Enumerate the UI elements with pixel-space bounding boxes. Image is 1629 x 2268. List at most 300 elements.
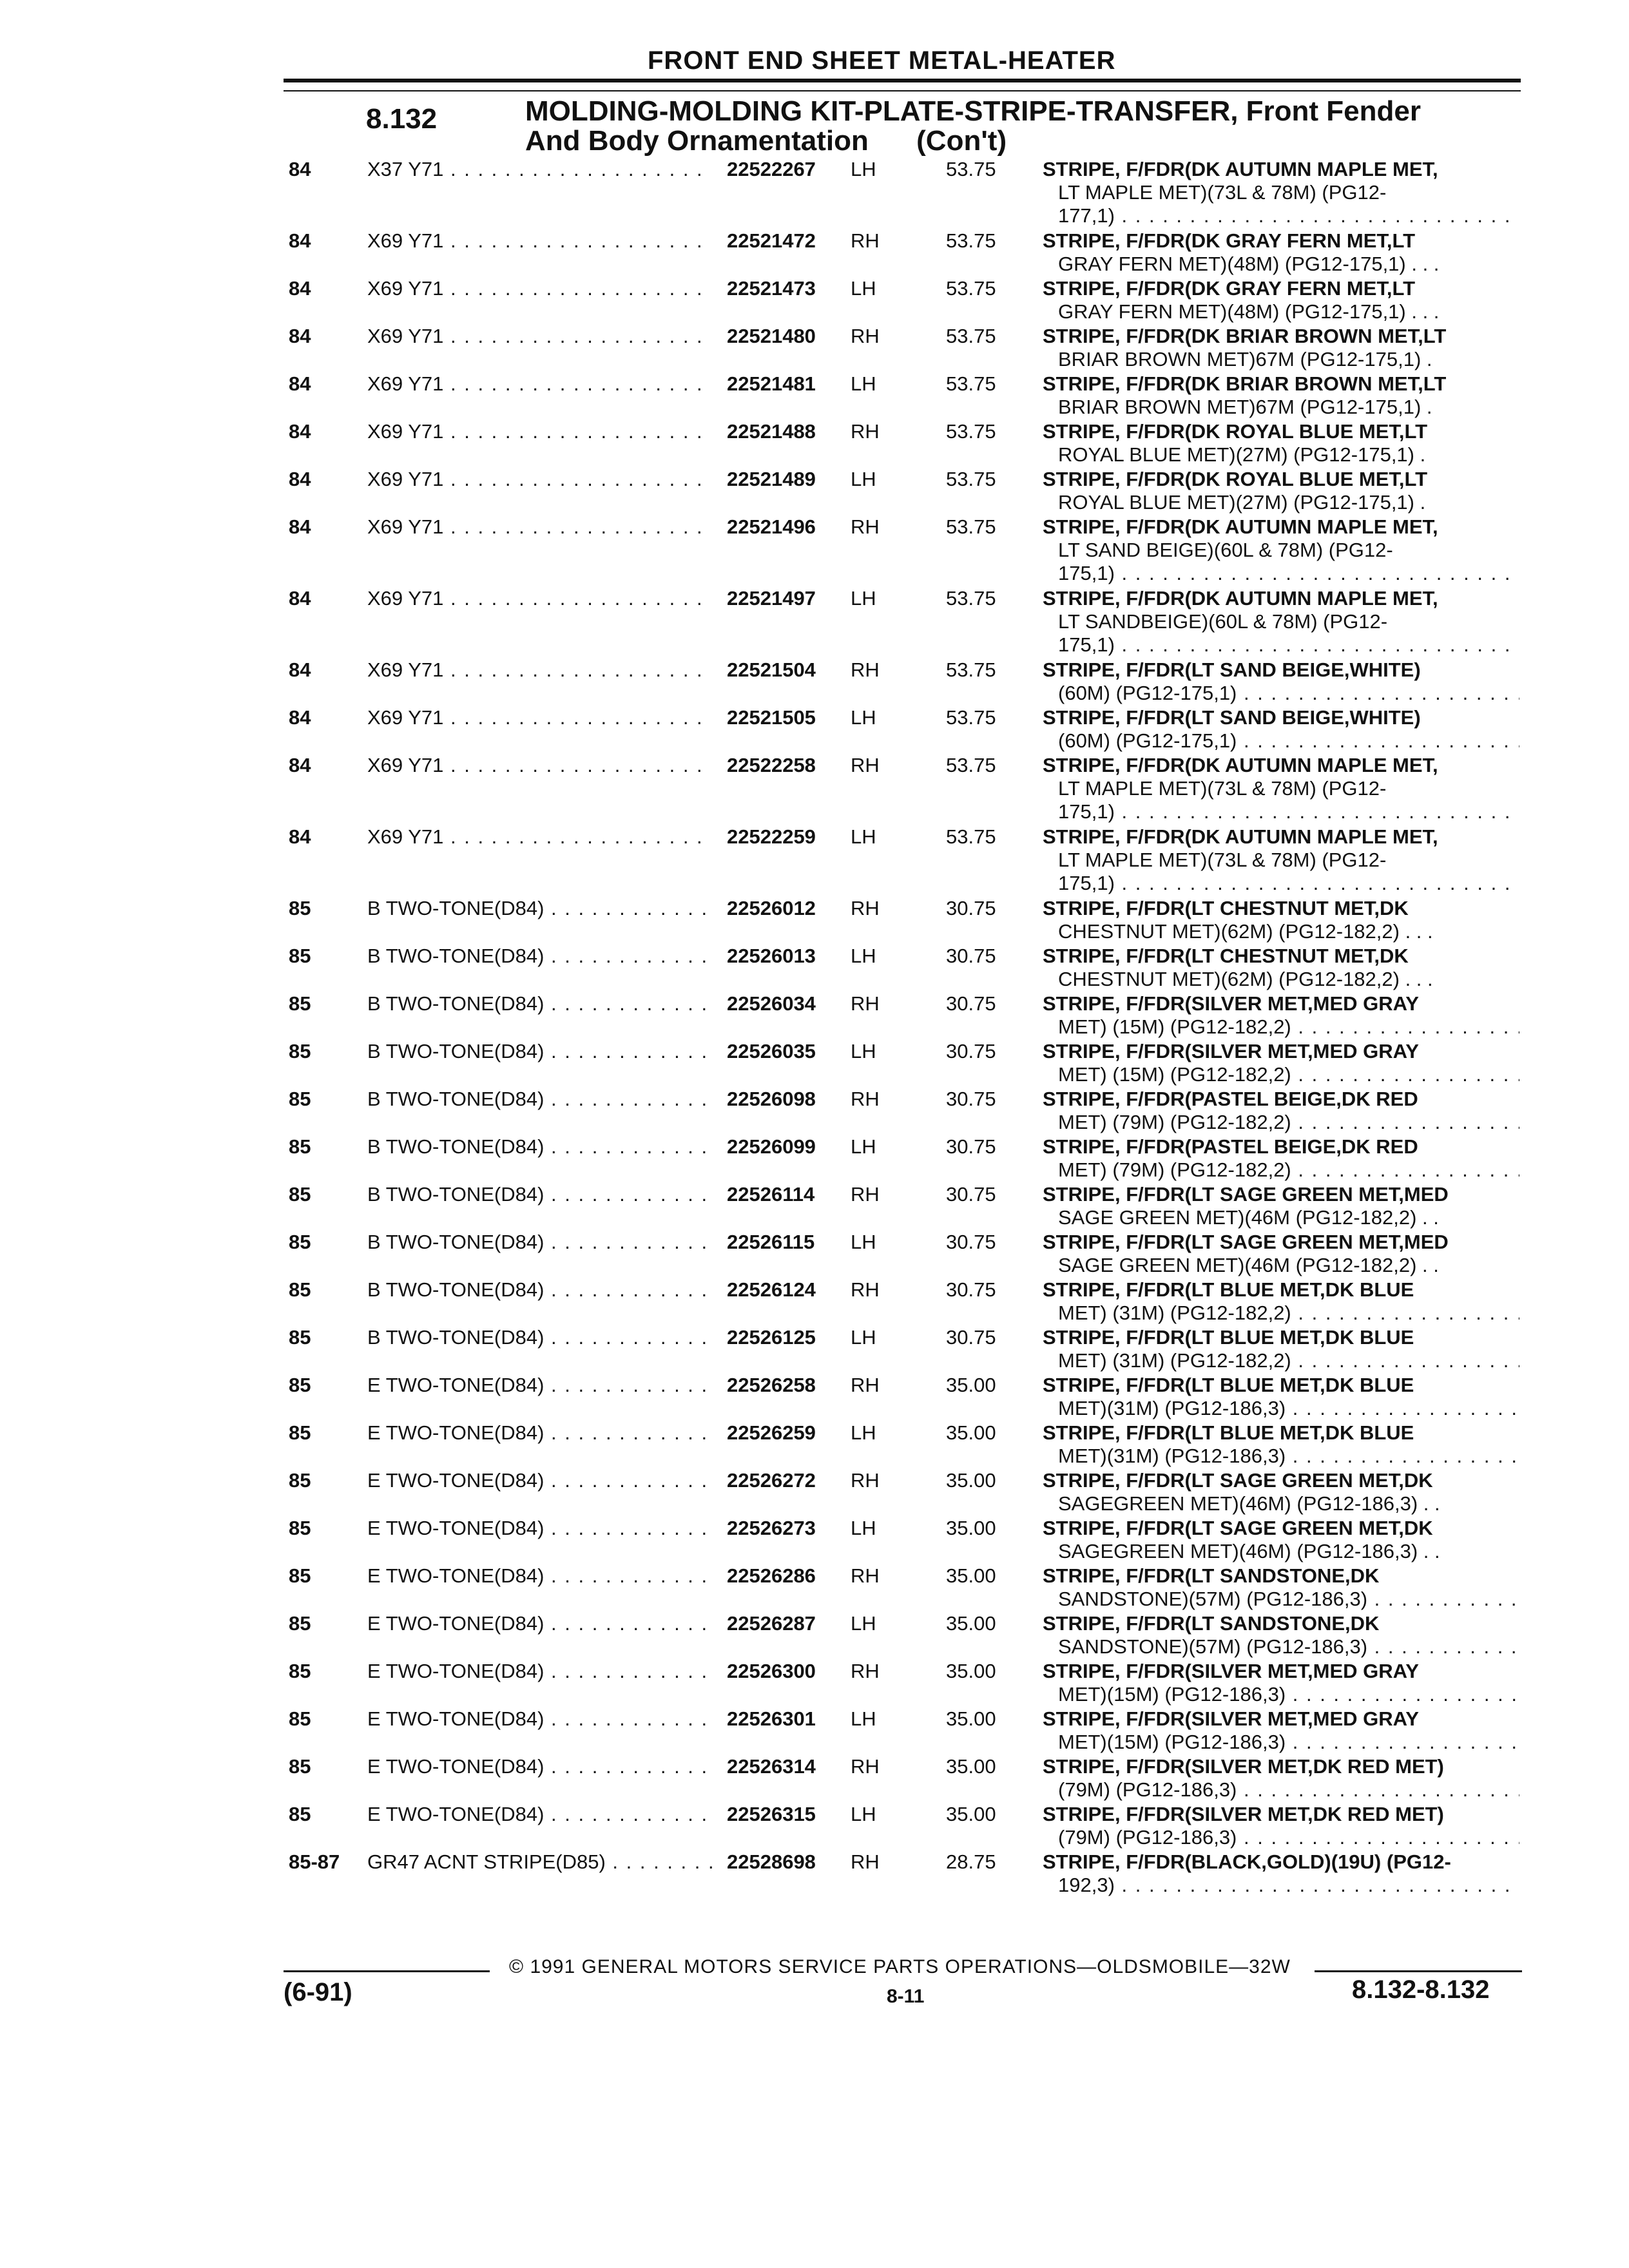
row-side: LH xyxy=(851,706,876,729)
row-model-code: E TWO-TONE(D84) . . . xyxy=(367,1517,712,1540)
parts-row xyxy=(0,587,1629,658)
row-part-number: 22521497 xyxy=(723,587,816,610)
description-first-line: STRIPE, F/FDR(PASTEL BEIGE,DK RED xyxy=(1043,1088,1418,1110)
description-line: GRAY FERN MET)(48M) (PG12-175,1) . . . xyxy=(1058,300,1440,323)
parts-row xyxy=(0,706,1629,754)
row-side: RH xyxy=(851,1564,880,1587)
row-price: 53.75 xyxy=(946,754,996,776)
row-side: LH xyxy=(851,1803,876,1825)
row-description xyxy=(1043,229,1519,276)
description-first-line: STRIPE, F/FDR(LT SAGE GREEN MET,MED xyxy=(1043,1183,1449,1206)
row-description xyxy=(1043,1707,1519,1754)
row-year: 85 xyxy=(289,1088,311,1110)
row-year: 84 xyxy=(289,468,311,490)
parts-row xyxy=(0,1469,1629,1517)
description-line: (79M) (PG12-186,3) . . . xyxy=(1043,1778,1519,1802)
row-description xyxy=(1043,1231,1519,1277)
row-side: LH xyxy=(851,825,876,848)
row-side: RH xyxy=(851,658,880,681)
row-description xyxy=(1043,587,1519,657)
row-model-code: X69 Y71 . . . xyxy=(367,468,712,491)
row-price: 53.75 xyxy=(946,229,996,252)
row-year: 85 xyxy=(289,1803,311,1825)
row-part-number: 22526099 xyxy=(723,1135,816,1158)
row-price: 30.75 xyxy=(946,1040,996,1062)
parts-row xyxy=(0,1040,1629,1088)
row-year: 85 xyxy=(289,1421,311,1444)
row-description xyxy=(1043,754,1519,823)
row-model-code: E TWO-TONE(D84) . . . xyxy=(367,1660,712,1683)
row-side: RH xyxy=(851,420,880,443)
row-year: 85 xyxy=(289,1707,311,1730)
description-first-line: STRIPE, F/FDR(LT CHESTNUT MET,DK xyxy=(1043,945,1409,967)
description-first-line: STRIPE, F/FDR(PASTEL BEIGE,DK RED xyxy=(1043,1135,1418,1158)
page-title: FRONT END SHEET METAL-HEATER xyxy=(648,46,1116,75)
row-side: LH xyxy=(851,468,876,490)
row-model-code: B TWO-TONE(D84) . . . xyxy=(367,1278,712,1302)
description-line: BRIAR BROWN MET)67M (PG12-175,1) . xyxy=(1058,348,1432,370)
description-first-line: STRIPE, F/FDR(SILVER MET,DK RED MET) xyxy=(1043,1755,1444,1778)
description-line: GRAY FERN MET)(48M) (PG12-175,1) . . . xyxy=(1058,253,1440,275)
description-line: 175,1) . . . xyxy=(1043,872,1519,895)
description-first-line: STRIPE, F/FDR(DK BRIAR BROWN MET,LT xyxy=(1043,372,1447,395)
row-year: 85 xyxy=(289,945,311,967)
description-line: MET)(15M) (PG12-186,3) . . . xyxy=(1043,1731,1519,1754)
row-description xyxy=(1043,706,1519,753)
row-price: 30.75 xyxy=(946,897,996,919)
row-part-number: 22526124 xyxy=(723,1278,816,1302)
row-description xyxy=(1043,1564,1519,1611)
row-side: RH xyxy=(851,754,880,776)
row-side: RH xyxy=(851,325,880,347)
row-model-code: B TWO-TONE(D84) . . . xyxy=(367,945,712,968)
row-year: 84 xyxy=(289,587,311,610)
row-description xyxy=(1043,1612,1519,1658)
row-part-number: 22526314 xyxy=(723,1755,816,1778)
row-year: 84 xyxy=(289,706,311,729)
row-part-number: 22526114 xyxy=(723,1183,815,1206)
row-part-number: 22521488 xyxy=(723,420,816,443)
row-description xyxy=(1043,325,1519,371)
row-side: LH xyxy=(851,277,876,300)
row-side: LH xyxy=(851,1612,876,1635)
row-year: 85 xyxy=(289,897,311,919)
row-part-number: 22526125 xyxy=(723,1326,816,1349)
row-year: 85 xyxy=(289,1135,311,1158)
footer-date: (6-91) xyxy=(284,1978,352,2006)
row-model-code: B TWO-TONE(D84) . . . xyxy=(367,1183,712,1206)
description-line: CHESTNUT MET)(62M) (PG12-182,2) . . . xyxy=(1058,920,1433,943)
row-description xyxy=(1043,1135,1519,1182)
row-model-code: E TWO-TONE(D84) . . . xyxy=(367,1612,712,1635)
footer-copyright: © 1991 GENERAL MOTORS SERVICE PARTS OPERATIONS—OLDSMOBILE—32W xyxy=(509,1956,1291,1977)
parts-row xyxy=(0,325,1629,372)
description-first-line: STRIPE, F/FDR(LT CHESTNUT MET,DK xyxy=(1043,897,1409,919)
row-model-code: X69 Y71 . . . xyxy=(367,372,712,396)
description-first-line: STRIPE, F/FDR(LT SAND BEIGE,WHITE) xyxy=(1043,706,1421,729)
parts-row xyxy=(0,1278,1629,1326)
row-part-number: 22526272 xyxy=(723,1469,816,1492)
parts-row xyxy=(0,1803,1629,1850)
row-side: LH xyxy=(851,1326,876,1349)
description-line: 177,1) . . . xyxy=(1043,204,1519,227)
row-description xyxy=(1043,825,1519,895)
row-price: 53.75 xyxy=(946,325,996,347)
row-year: 85-87 xyxy=(289,1850,340,1873)
parts-row xyxy=(0,897,1629,945)
row-part-number: 22526258 xyxy=(723,1374,816,1397)
row-part-number: 22526098 xyxy=(723,1088,816,1111)
row-model-code: X69 Y71 . . . xyxy=(367,277,712,300)
description-first-line: STRIPE, F/FDR(SILVER MET,DK RED MET) xyxy=(1043,1803,1444,1825)
description-line: SANDSTONE)(57M) (PG12-186,3) . . . xyxy=(1043,1588,1519,1611)
row-price: 53.75 xyxy=(946,158,996,180)
row-model-code: E TWO-TONE(D84) . . . xyxy=(367,1707,712,1731)
description-first-line: STRIPE, F/FDR(DK GRAY FERN MET,LT xyxy=(1043,277,1416,300)
description-line: MET)(31M) (PG12-186,3) . . . xyxy=(1043,1445,1519,1468)
row-model-code: X37 Y71 . . . xyxy=(367,158,712,181)
section-title-line1: MOLDING-MOLDING KIT-PLATE-STRIPE-TRANSFER, Front Fender xyxy=(525,95,1421,127)
description-first-line: STRIPE, F/FDR(DK AUTUMN MAPLE MET, xyxy=(1043,825,1438,848)
row-year: 85 xyxy=(289,1374,311,1396)
description-first-line: STRIPE, F/FDR(SILVER MET,MED GRAY xyxy=(1043,1707,1419,1730)
row-side: LH xyxy=(851,1517,876,1539)
row-model-code: B TWO-TONE(D84) . . . xyxy=(367,1040,712,1063)
description-line: MET) (15M) (PG12-182,2) . . . xyxy=(1043,1063,1519,1086)
row-year: 85 xyxy=(289,1469,311,1492)
row-part-number: 22521480 xyxy=(723,325,816,348)
description-first-line: STRIPE, F/FDR(DK AUTUMN MAPLE MET, xyxy=(1043,515,1438,538)
parts-row xyxy=(0,515,1629,587)
parts-row xyxy=(0,158,1629,229)
row-model-code: X69 Y71 . . . xyxy=(367,658,712,682)
row-model-code: E TWO-TONE(D84) . . . xyxy=(367,1374,712,1397)
description-line: SAGEGREEN MET)(46M) (PG12-186,3) . . xyxy=(1058,1492,1440,1515)
row-description xyxy=(1043,1374,1519,1420)
row-part-number: 22526115 xyxy=(723,1231,815,1254)
row-description xyxy=(1043,1850,1519,1897)
row-price: 28.75 xyxy=(946,1850,996,1873)
parts-row xyxy=(0,1183,1629,1231)
row-part-number: 22526300 xyxy=(723,1660,816,1683)
description-line: ROYAL BLUE MET)(27M) (PG12-175,1) . xyxy=(1058,443,1426,466)
row-part-number: 22521481 xyxy=(723,372,816,396)
header-rule xyxy=(284,90,1521,91)
row-price: 35.00 xyxy=(946,1374,996,1396)
description-line: MET) (79M) (PG12-182,2) . . . xyxy=(1043,1111,1519,1134)
description-first-line: STRIPE, F/FDR(DK ROYAL BLUE MET,LT xyxy=(1043,468,1428,490)
row-price: 30.75 xyxy=(946,1183,996,1206)
row-part-number: 22521473 xyxy=(723,277,816,300)
row-description xyxy=(1043,420,1519,466)
section-title xyxy=(525,97,1421,156)
row-side: LH xyxy=(851,1135,876,1158)
parts-row xyxy=(0,754,1629,825)
row-part-number: 22526273 xyxy=(723,1517,816,1540)
description-first-line: STRIPE, F/FDR(LT BLUE MET,DK BLUE xyxy=(1043,1278,1414,1301)
row-model-code: B TWO-TONE(D84) . . . xyxy=(367,1326,712,1349)
description-line: LT MAPLE MET)(73L & 78M) (PG12- xyxy=(1058,181,1387,204)
row-side: LH xyxy=(851,158,876,180)
parts-row xyxy=(0,945,1629,992)
row-part-number: 22526013 xyxy=(723,945,816,968)
description-first-line: STRIPE, F/FDR(DK AUTUMN MAPLE MET, xyxy=(1043,587,1438,610)
description-line: (60M) (PG12-175,1) . . . xyxy=(1043,729,1519,753)
footer-page-number: 8-11 xyxy=(887,1986,925,2007)
row-description xyxy=(1043,468,1519,514)
row-part-number: 22526012 xyxy=(723,897,816,920)
row-model-code: B TWO-TONE(D84) . . . xyxy=(367,992,712,1015)
description-line: CHESTNUT MET)(62M) (PG12-182,2) . . . xyxy=(1058,968,1433,990)
row-description xyxy=(1043,1469,1519,1515)
row-model-code: E TWO-TONE(D84) . . . xyxy=(367,1564,712,1588)
row-price: 53.75 xyxy=(946,372,996,395)
row-model-code: E TWO-TONE(D84) . . . xyxy=(367,1469,712,1492)
row-year: 84 xyxy=(289,515,311,538)
row-part-number: 22521505 xyxy=(723,706,816,729)
row-year: 84 xyxy=(289,420,311,443)
parts-row xyxy=(0,1135,1629,1183)
row-description xyxy=(1043,277,1519,323)
row-model-code: X69 Y71 . . . xyxy=(367,515,712,539)
row-price: 35.00 xyxy=(946,1564,996,1587)
row-side: RH xyxy=(851,1183,880,1206)
description-line: LT SANDBEIGE)(60L & 78M) (PG12- xyxy=(1058,610,1388,633)
row-model-code: E TWO-TONE(D84) . . . xyxy=(367,1755,712,1778)
description-line: SAGE GREEN MET)(46M (PG12-182,2) . . xyxy=(1058,1206,1439,1229)
parts-row xyxy=(0,1421,1629,1469)
description-line: MET) (31M) (PG12-182,2) . . . xyxy=(1043,1349,1519,1372)
row-price: 53.75 xyxy=(946,468,996,490)
parts-row xyxy=(0,468,1629,515)
row-price: 35.00 xyxy=(946,1803,996,1825)
row-part-number: 22522267 xyxy=(723,158,816,181)
parts-row xyxy=(0,1660,1629,1707)
parts-row xyxy=(0,1088,1629,1135)
row-price: 35.00 xyxy=(946,1469,996,1492)
parts-row xyxy=(0,1374,1629,1421)
page-header xyxy=(284,46,1521,82)
row-description xyxy=(1043,1183,1519,1229)
row-side: RH xyxy=(851,992,880,1015)
row-part-number: 22526286 xyxy=(723,1564,816,1588)
row-description xyxy=(1043,1755,1519,1802)
row-description xyxy=(1043,945,1519,991)
description-line: 175,1) . . . xyxy=(1043,633,1519,657)
row-year: 85 xyxy=(289,1755,311,1778)
description-line: SAGE GREEN MET)(46M (PG12-182,2) . . xyxy=(1058,1254,1439,1276)
row-year: 85 xyxy=(289,1040,311,1062)
row-side: RH xyxy=(851,1850,880,1873)
parts-row xyxy=(0,1707,1629,1755)
row-price: 30.75 xyxy=(946,1231,996,1253)
description-first-line: STRIPE, F/FDR(LT SANDSTONE,DK xyxy=(1043,1612,1380,1635)
row-description xyxy=(1043,1088,1519,1134)
description-first-line: STRIPE, F/FDR(BLACK,GOLD)(19U) (PG12- xyxy=(1043,1850,1451,1873)
row-description xyxy=(1043,1517,1519,1563)
row-part-number: 22521504 xyxy=(723,658,816,682)
description-line: BRIAR BROWN MET)67M (PG12-175,1) . xyxy=(1058,396,1432,418)
row-model-code: X69 Y71 . . . xyxy=(367,754,712,777)
row-side: LH xyxy=(851,372,876,395)
row-side: LH xyxy=(851,1040,876,1062)
parts-row xyxy=(0,658,1629,706)
description-line: 192,3) . . . xyxy=(1043,1874,1519,1897)
row-part-number: 22522258 xyxy=(723,754,816,777)
row-price: 53.75 xyxy=(946,658,996,681)
footer-rule-left xyxy=(284,1970,490,1972)
row-description xyxy=(1043,515,1519,585)
row-part-number: 22526287 xyxy=(723,1612,816,1635)
row-description xyxy=(1043,658,1519,705)
row-part-number: 22528698 xyxy=(723,1850,816,1874)
row-price: 53.75 xyxy=(946,825,996,848)
row-side: LH xyxy=(851,1231,876,1253)
parts-row xyxy=(0,277,1629,325)
row-side: RH xyxy=(851,229,880,252)
parts-row xyxy=(0,992,1629,1040)
description-first-line: STRIPE, F/FDR(LT SAGE GREEN MET,MED xyxy=(1043,1231,1449,1253)
row-side: RH xyxy=(851,1469,880,1492)
footer-section-range: 8.132-8.132 xyxy=(1352,1975,1490,2004)
row-model-code: X69 Y71 . . . xyxy=(367,706,712,729)
row-part-number: 22526034 xyxy=(723,992,816,1015)
row-model-code: X69 Y71 . . . xyxy=(367,825,712,849)
row-model-code: X69 Y71 . . . xyxy=(367,229,712,253)
row-part-number: 22521472 xyxy=(723,229,816,253)
description-line: 175,1) . . . xyxy=(1043,800,1519,823)
parts-row xyxy=(0,1517,1629,1564)
row-side: RH xyxy=(851,515,880,538)
row-model-code: B TWO-TONE(D84) . . . xyxy=(367,1088,712,1111)
row-part-number: 22526259 xyxy=(723,1421,816,1445)
row-price: 35.00 xyxy=(946,1660,996,1682)
row-price: 30.75 xyxy=(946,1088,996,1110)
row-part-number: 22526301 xyxy=(723,1707,816,1731)
row-description xyxy=(1043,1040,1519,1086)
description-first-line: STRIPE, F/FDR(DK GRAY FERN MET,LT xyxy=(1043,229,1416,252)
row-price: 53.75 xyxy=(946,277,996,300)
row-side: RH xyxy=(851,1660,880,1682)
parts-row xyxy=(0,1612,1629,1660)
row-side: RH xyxy=(851,1278,880,1301)
description-first-line: STRIPE, F/FDR(DK ROYAL BLUE MET,LT xyxy=(1043,420,1428,443)
row-description xyxy=(1043,1326,1519,1372)
row-side: RH xyxy=(851,1374,880,1396)
row-description xyxy=(1043,992,1519,1039)
row-price: 53.75 xyxy=(946,420,996,443)
row-price: 30.75 xyxy=(946,1278,996,1301)
row-description xyxy=(1043,372,1519,419)
row-year: 85 xyxy=(289,1278,311,1301)
row-price: 53.75 xyxy=(946,587,996,610)
row-model-code: X69 Y71 . . . xyxy=(367,420,712,443)
row-description xyxy=(1043,1421,1519,1468)
row-model-code: GR47 ACNT STRIPE(D85) . . . xyxy=(367,1850,712,1874)
description-line: LT MAPLE MET)(73L & 78M) (PG12- xyxy=(1058,777,1387,800)
row-year: 84 xyxy=(289,658,311,681)
description-first-line: STRIPE, F/FDR(LT BLUE MET,DK BLUE xyxy=(1043,1421,1414,1444)
section-number: 8.132 xyxy=(366,103,438,135)
row-part-number: 22526035 xyxy=(723,1040,816,1063)
parts-row xyxy=(0,1755,1629,1803)
row-part-number: 22521489 xyxy=(723,468,816,491)
row-year: 84 xyxy=(289,229,311,252)
footer-rule-right xyxy=(1315,1970,1522,1972)
row-price: 53.75 xyxy=(946,515,996,538)
row-description xyxy=(1043,158,1519,227)
description-line: ROYAL BLUE MET)(27M) (PG12-175,1) . xyxy=(1058,491,1426,514)
description-line: LT MAPLE MET)(73L & 78M) (PG12- xyxy=(1058,849,1387,871)
row-price: 35.00 xyxy=(946,1755,996,1778)
description-line: 175,1) . . . xyxy=(1043,562,1519,585)
description-line: MET) (79M) (PG12-182,2) . . . xyxy=(1043,1158,1519,1182)
row-price: 35.00 xyxy=(946,1612,996,1635)
row-description xyxy=(1043,1803,1519,1849)
row-side: RH xyxy=(851,897,880,919)
row-model-code: B TWO-TONE(D84) . . . xyxy=(367,1135,712,1158)
row-price: 30.75 xyxy=(946,992,996,1015)
row-model-code: B TWO-TONE(D84) . . . xyxy=(367,1231,712,1254)
parts-row xyxy=(0,1326,1629,1374)
description-first-line: STRIPE, F/FDR(LT SAGE GREEN MET,DK xyxy=(1043,1517,1433,1539)
description-line: MET) (31M) (PG12-182,2) . . . xyxy=(1043,1302,1519,1325)
row-side: LH xyxy=(851,1421,876,1444)
parts-row xyxy=(0,1564,1629,1612)
row-year: 84 xyxy=(289,825,311,848)
parts-row xyxy=(0,372,1629,420)
description-line: LT SAND BEIGE)(60L & 78M) (PG12- xyxy=(1058,539,1393,561)
row-year: 84 xyxy=(289,754,311,776)
row-year: 85 xyxy=(289,1660,311,1682)
row-side: RH xyxy=(851,1755,880,1778)
row-year: 84 xyxy=(289,158,311,180)
description-first-line: STRIPE, F/FDR(SILVER MET,MED GRAY xyxy=(1043,1040,1419,1062)
row-model-code: X69 Y71 . . . xyxy=(367,325,712,348)
row-year: 84 xyxy=(289,372,311,395)
description-line: MET)(31M) (PG12-186,3) . . . xyxy=(1043,1397,1519,1420)
row-year: 85 xyxy=(289,1517,311,1539)
row-model-code: B TWO-TONE(D84) . . . xyxy=(367,897,712,920)
row-price: 35.00 xyxy=(946,1421,996,1444)
row-price: 30.75 xyxy=(946,1135,996,1158)
row-model-code: E TWO-TONE(D84) . . . xyxy=(367,1803,712,1826)
row-year: 85 xyxy=(289,992,311,1015)
row-model-code: X69 Y71 . . . xyxy=(367,587,712,610)
row-year: 84 xyxy=(289,277,311,300)
description-line: SANDSTONE)(57M) (PG12-186,3) . . . xyxy=(1043,1635,1519,1658)
row-side: LH xyxy=(851,587,876,610)
parts-row xyxy=(0,1850,1629,1898)
parts-row xyxy=(0,1231,1629,1278)
row-description xyxy=(1043,897,1519,943)
section-title-line2-wrap xyxy=(525,126,1421,156)
row-year: 85 xyxy=(289,1564,311,1587)
parts-row xyxy=(0,825,1629,897)
row-year: 85 xyxy=(289,1326,311,1349)
description-first-line: STRIPE, F/FDR(DK AUTUMN MAPLE MET, xyxy=(1043,158,1438,180)
description-first-line: STRIPE, F/FDR(LT SAND BEIGE,WHITE) xyxy=(1043,658,1421,681)
section-title-line2: And Body Ornamentation xyxy=(525,125,869,157)
row-price: 30.75 xyxy=(946,945,996,967)
description-first-line: STRIPE, F/FDR(SILVER MET,MED GRAY xyxy=(1043,992,1419,1015)
row-year: 85 xyxy=(289,1183,311,1206)
row-price: 30.75 xyxy=(946,1326,996,1349)
description-first-line: STRIPE, F/FDR(LT BLUE MET,DK BLUE xyxy=(1043,1326,1414,1349)
row-model-code: E TWO-TONE(D84) . . . xyxy=(367,1421,712,1445)
description-line: MET)(15M) (PG12-186,3) . . . xyxy=(1043,1683,1519,1706)
description-line: (79M) (PG12-186,3) . . . xyxy=(1043,1826,1519,1849)
